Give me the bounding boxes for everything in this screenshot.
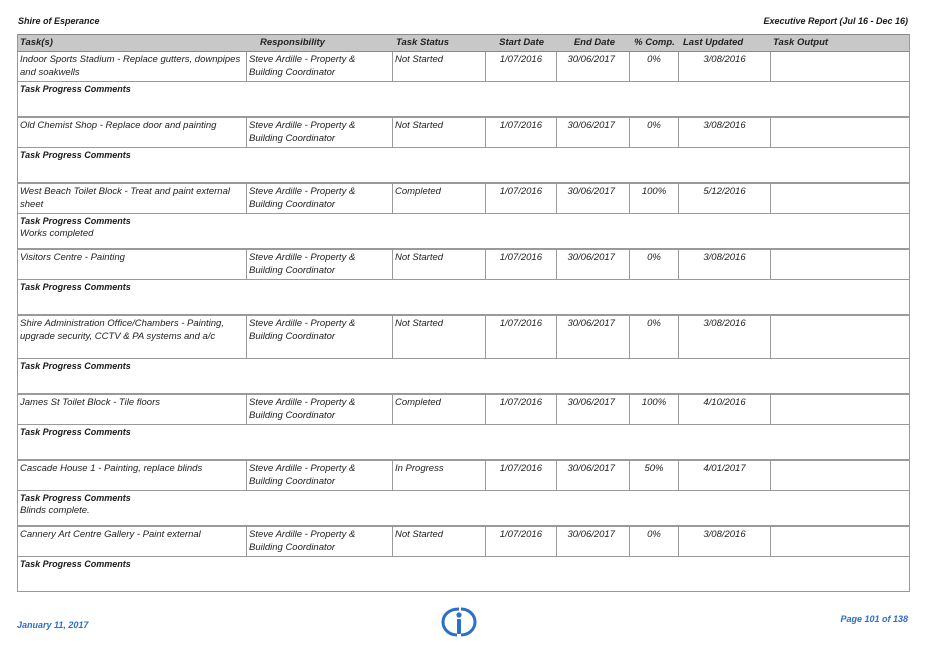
task-responsibility: Steve Ardille - Property & Building Coordinator [247,118,393,147]
col-header-tasks: Task(s) [20,37,53,48]
task-output [771,395,909,424]
task-block [18,459,909,525]
task-end-date: 30/06/2017 [557,118,630,147]
task-percent-complete: 100% [630,395,679,424]
task-percent-complete: 50% [630,461,679,490]
task-last-updated: 4/10/2016 [679,395,771,424]
table-row [18,184,909,213]
task-status: In Progress [393,461,486,490]
task-start-date: 1/07/2016 [486,184,557,213]
task-output [771,461,909,490]
task-end-date: 30/06/2017 [557,52,630,81]
table-row [18,118,909,147]
task-output [771,118,909,147]
report-title: Executive Report (Jul 16 - Dec 16) [763,16,908,26]
table-body [18,52,909,591]
comments-label: Task Progress Comments [20,493,131,503]
task-name: James St Toilet Block - Tile floors [18,395,247,424]
task-last-updated: 3/08/2016 [679,250,771,279]
task-percent-complete: 100% [630,184,679,213]
task-percent-complete: 0% [630,118,679,147]
task-name: Indoor Sports Stadium - Replace gutters, downpipes and soakwells [18,52,247,81]
task-comments [18,279,909,314]
task-comments [18,358,909,393]
task-name: West Beach Toilet Block - Treat and paint external sheet [18,184,247,213]
col-header-end-date: End Date [573,37,615,48]
task-percent-complete: 0% [630,52,679,81]
task-percent-complete: 0% [630,250,679,279]
task-end-date: 30/06/2017 [557,527,630,556]
comments-label: Task Progress Comments [20,282,131,292]
task-last-updated: 5/12/2016 [679,184,771,213]
col-header-comp: % Comp. [634,37,675,48]
task-comments [18,424,909,459]
task-start-date: 1/07/2016 [486,395,557,424]
task-start-date: 1/07/2016 [486,316,557,358]
comments-label: Task Progress Comments [20,216,131,226]
org-name: Shire of Esperance [18,16,100,26]
task-end-date: 30/06/2017 [557,316,630,358]
table-row [18,250,909,279]
task-end-date: 30/06/2017 [557,184,630,213]
task-responsibility: Steve Ardille - Property & Building Coordinator [247,395,393,424]
task-name: Cascade House 1 - Painting, replace blinds [18,461,247,490]
task-start-date: 1/07/2016 [486,118,557,147]
shire-logo-icon [440,606,478,638]
task-output [771,527,909,556]
task-block [18,393,909,459]
task-start-date: 1/07/2016 [486,461,557,490]
comments-label: Task Progress Comments [20,84,131,94]
task-status: Not Started [393,527,486,556]
task-name: Old Chemist Shop - Replace door and painting [18,118,247,147]
page-number: Page 101 of 138 [840,614,908,624]
task-responsibility: Steve Ardille - Property & Building Coordinator [247,316,393,358]
task-percent-complete: 0% [630,527,679,556]
comments-label: Task Progress Comments [20,361,131,371]
task-responsibility: Steve Ardille - Property & Building Coordinator [247,52,393,81]
task-last-updated: 3/08/2016 [679,527,771,556]
task-block [18,182,909,248]
task-responsibility: Steve Ardille - Property & Building Coordinator [247,461,393,490]
task-block [18,248,909,314]
task-start-date: 1/07/2016 [486,52,557,81]
task-output [771,316,909,358]
comments-label: Task Progress Comments [20,559,131,569]
task-last-updated: 3/08/2016 [679,118,771,147]
task-status: Completed [393,184,486,213]
task-comments [18,490,909,525]
task-responsibility: Steve Ardille - Property & Building Coordinator [247,250,393,279]
task-responsibility: Steve Ardille - Property & Building Coordinator [247,184,393,213]
task-name: Shire Administration Office/Chambers - Painting, upgrade security, CCTV & PA systems and a/c [18,316,247,358]
task-end-date: 30/06/2017 [557,395,630,424]
task-comments [18,213,909,248]
table-row [18,316,909,358]
task-table [17,34,910,592]
task-percent-complete: 0% [630,316,679,358]
task-last-updated: 3/08/2016 [679,316,771,358]
footer-date: January 11, 2017 [17,620,89,630]
task-output [771,52,909,81]
table-row [18,527,909,556]
task-block [18,52,909,116]
task-status: Not Started [393,316,486,358]
task-start-date: 1/07/2016 [486,250,557,279]
task-output [771,184,909,213]
comments-label: Task Progress Comments [20,150,131,160]
task-comments [18,147,909,182]
task-block [18,314,909,393]
col-header-status: Task Status [396,37,449,48]
task-name: Cannery Art Centre Gallery - Paint external [18,527,247,556]
task-end-date: 30/06/2017 [557,250,630,279]
col-header-last-updated: Last Updated [683,37,744,48]
task-output [771,250,909,279]
task-block [18,116,909,182]
table-header [18,34,909,52]
col-header-start-date: Start Date [499,37,544,48]
table-row [18,395,909,424]
comments-label: Task Progress Comments [20,427,131,437]
task-responsibility: Steve Ardille - Property & Building Coordinator [247,527,393,556]
task-status: Completed [393,395,486,424]
table-row [18,52,909,81]
task-last-updated: 3/08/2016 [679,52,771,81]
comments-text: Blinds complete. [20,505,90,516]
task-status: Not Started [393,118,486,147]
col-header-responsibility: Responsibility [260,37,325,48]
task-last-updated: 4/01/2017 [679,461,771,490]
task-name: Visitors Centre - Painting [18,250,247,279]
task-status: Not Started [393,52,486,81]
col-header-task-output: Task Output [773,37,829,48]
task-comments [18,556,909,591]
task-end-date: 30/06/2017 [557,461,630,490]
table-row [18,461,909,490]
comments-text: Works completed [20,228,94,239]
task-start-date: 1/07/2016 [486,527,557,556]
task-block [18,525,909,591]
task-comments [18,81,909,116]
task-status: Not Started [393,250,486,279]
